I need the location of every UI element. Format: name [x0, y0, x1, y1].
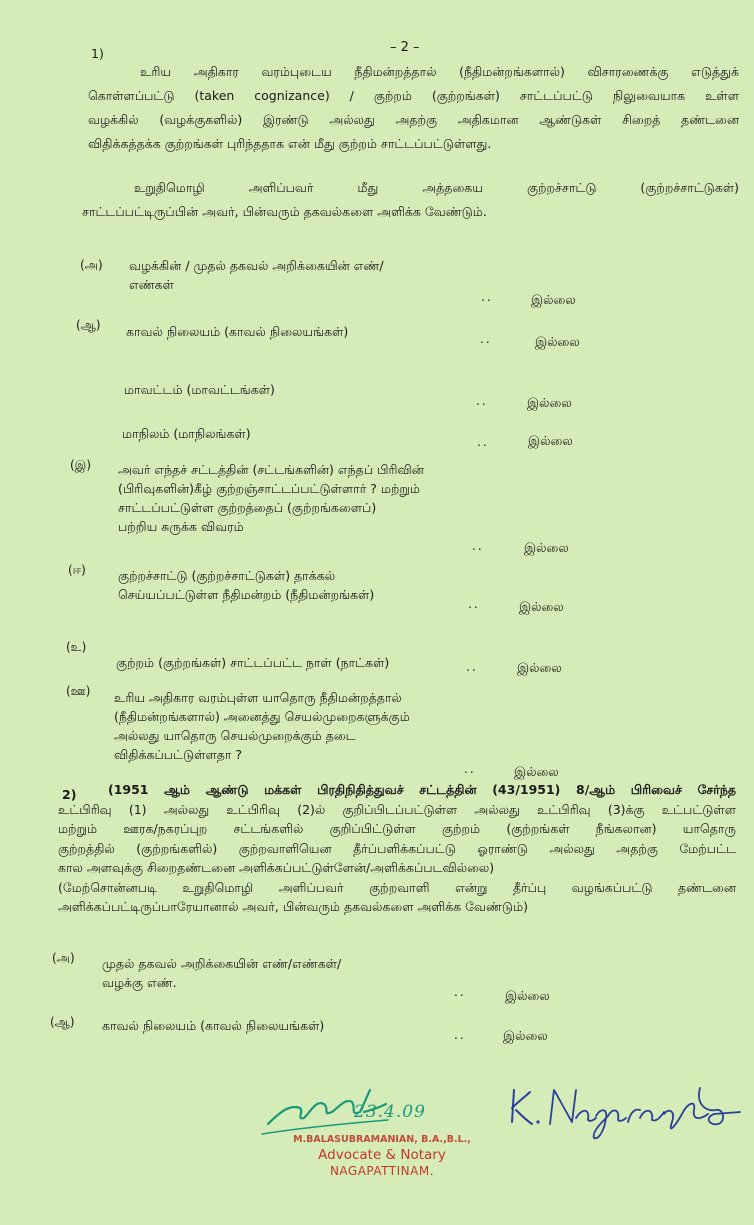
section-2-number: 2): [62, 787, 77, 802]
item-text-line: காவல் நிலையம் (காவல் நிலையங்கள்): [102, 1018, 325, 1033]
item-text-line: எண்கள்: [129, 277, 174, 292]
item-text-line: (நீதிமன்றங்களால்) அனைத்து செயல்முறைகளுக்கும்: [114, 709, 410, 724]
notary-name: M.BALASUBRAMANIAN, B.A.,B.L.,: [293, 1134, 471, 1145]
item-dots: ..: [454, 1028, 466, 1042]
section-2-line: குற்றத்தில் (குற்றங்களில்) குற்றவாளியென தீர்ப்பளிக்கப்பட்டு ஓராண்டு அல்லது அதற்கு மேற்பட்ட: [58, 840, 736, 856]
notary-signature-date: 23.4.09: [354, 1102, 426, 1122]
item-label: (அ): [52, 951, 75, 965]
item-text: [126, 322, 348, 341]
page-number: – 2 –: [390, 40, 420, 55]
item-label: (ஈ): [68, 563, 86, 577]
item-text: [114, 688, 410, 764]
item-label: (இ): [70, 458, 92, 472]
item-value: இல்லை: [519, 599, 564, 614]
item-label: (ஆ): [76, 318, 101, 332]
item-value: இல்லை: [535, 334, 580, 349]
item-text-line: பற்றிய சுருக்க விவரம்: [118, 519, 244, 534]
item-text-line: வழக்கு எண்.: [102, 975, 177, 990]
notary-signature: [260, 1082, 450, 1142]
item-text: [102, 1016, 324, 1035]
item-dots: ..: [454, 985, 466, 999]
section-2-line: அளிக்கப்பட்டிருப்பாரேயானால் அவர், பின்வரும் தகவல்களை அளிக்க வேண்டும்): [58, 899, 529, 914]
item-text: [116, 653, 389, 672]
section-2-line: உட்பிரிவு (1) அல்லது உட்பிரிவு (2)ல் குறிப்பிடப்பட்டுள்ள அல்லது உட்பிரிவு (3)க்கு உட்பட்டுள்ள: [58, 801, 736, 817]
section-1-note: [82, 176, 739, 224]
item-dots: ..: [468, 597, 480, 611]
item-text: [129, 256, 384, 294]
item-value: இல்லை: [514, 764, 559, 779]
deponent-signature: [504, 1078, 749, 1148]
section-1-line: உரிய அதிகார வரம்புடைய நீதிமன்றத்தால் (நீதிமன்றங்களால்) விசாரணைக்கு எடுத்துக்: [140, 64, 739, 79]
item-dots: ..: [476, 394, 488, 408]
item-label: (ஊ): [66, 684, 91, 698]
item-value: இல்லை: [528, 433, 573, 448]
item-text-line: குற்றச்சாட்டு (குற்றச்சாட்டுகள்) தாக்கல்: [118, 568, 336, 583]
item-value: இல்லை: [503, 1028, 548, 1043]
item-text: [118, 566, 374, 604]
item-text-line: விதிக்கப்பட்டுள்ளதா ?: [114, 747, 243, 762]
section-1-note-line: சாட்டப்பட்டிருப்பின் அவர், பின்வரும் தகவல்களை அளிக்க வேண்டும்.: [82, 204, 487, 219]
item-dots: ..: [466, 660, 478, 674]
item-dots: ..: [477, 435, 489, 449]
item-text-line: உரிய அதிகார வரம்புள்ள யாதொரு நீதிமன்றத்தால்: [114, 690, 402, 705]
section-2-line: கால அளவுக்கு சிறைதண்டனை அளிக்கப்பட்டுள்ளேன்/அளிக்கப்படவில்லை): [58, 860, 495, 875]
section-1-note-line: உறுதிமொழி அளிப்பவர் மீது அத்தகைய குற்றச்சாட்டு (குற்றச்சாட்டுகள்): [134, 180, 739, 195]
item-text-line: அல்லது யாதொரு செயல்முறைக்கும் தடை: [114, 728, 356, 743]
item-value: இல்லை: [517, 660, 562, 675]
item-text-line: குற்றம் (குற்றங்கள்) சாட்டப்பட்ட நாள் (நாட்கள்): [116, 655, 390, 670]
item-text: [102, 954, 341, 992]
notary-title: Advocate & Notary: [318, 1147, 446, 1163]
item-dots: ..: [464, 762, 476, 776]
section-2-line: மற்றும் ஊரக/நகரப்புற சட்டங்களில் குறிப்பிட்டுள்ள குற்றம் (குற்றங்கள் நீங்கலான) யாதொரு: [58, 821, 736, 836]
item-label: (ஆ): [50, 1015, 75, 1029]
item-value: இல்லை: [505, 988, 550, 1003]
item-dots: ..: [481, 290, 493, 304]
deponent-signature-icon: [504, 1078, 749, 1148]
item-label: (உ): [66, 640, 87, 654]
section-2-line: (மேற்சொன்னபடி உறுதிமொழி அளிப்பவர் குற்றவாளி என்று தீர்ப்பு வழங்கப்பட்டு தண்டனை: [58, 879, 736, 895]
section-1-line: கொள்ளப்பட்டு (taken cognizance) / குற்றம் (குற்றங்கள்) சாட்டப்பட்டு நிலுவையாக உள்ள: [88, 88, 739, 103]
item-text-line: வழக்கின் / முதல் தகவல் அறிக்கையின் எண்/: [129, 258, 384, 273]
section-1-number: 1): [91, 46, 104, 61]
item-value: இல்லை: [527, 395, 572, 410]
item-value: இல்லை: [531, 292, 576, 307]
item-text-line: (பிரிவுகளின்)கீழ் குற்றஞ்சாட்டப்பட்டுள்ளார் ? மற்றும்: [118, 481, 420, 496]
item-text: [122, 424, 251, 443]
item-label: (அ): [80, 258, 103, 272]
item-value: இல்லை: [524, 540, 569, 555]
section-2-line: (1951 ஆம் ஆண்டு மக்கள் பிரதிநிதித்துவச் சட்டத்தின் (43/1951) 8/ஆம் பிரிவைச் சேர்ந்த: [108, 782, 736, 797]
item-text: [124, 380, 275, 399]
section-1-line: வழக்கில் (வழக்குகளில்) இரண்டு அல்லது அதற்கு அதிகமான ஆண்டுகள் சிறைத் தண்டனை: [88, 112, 739, 127]
item-dots: ..: [472, 539, 484, 553]
notary-place: NAGAPATTINAM.: [329, 1164, 435, 1178]
item-text-line: செய்யப்பட்டுள்ள நீதிமன்றம் (நீதிமன்றங்கள்): [118, 587, 375, 602]
section-1-line: விதிக்கத்தக்க குற்றங்கள் புரிந்ததாக என் மீது குற்றம் சாட்டப்பட்டுள்ளது.: [88, 136, 492, 151]
section-2-paragraph: [58, 780, 736, 917]
item-text-line: சாட்டப்பட்டுள்ள குற்றத்தைப் (குற்றங்களைப்): [118, 500, 377, 515]
item-text-line: முதல் தகவல் அறிக்கையின் எண்/எண்கள்/: [102, 956, 342, 971]
item-text-line: அவர் எந்தச் சட்டத்தின் (சட்டங்களின்) எந்தப் பிரிவின்: [118, 462, 424, 477]
item-text-line: காவல் நிலையம் (காவல் நிலையங்கள்): [126, 324, 349, 339]
item-dots: ..: [480, 332, 492, 346]
notary-stamp: [282, 1134, 482, 1178]
item-text-line: மாவட்டம் (மாவட்டங்கள்): [124, 382, 275, 397]
item-text-line: மாநிலம் (மாநிலங்கள்): [122, 426, 251, 441]
section-1-paragraph: [88, 60, 739, 156]
item-text: [118, 460, 424, 536]
